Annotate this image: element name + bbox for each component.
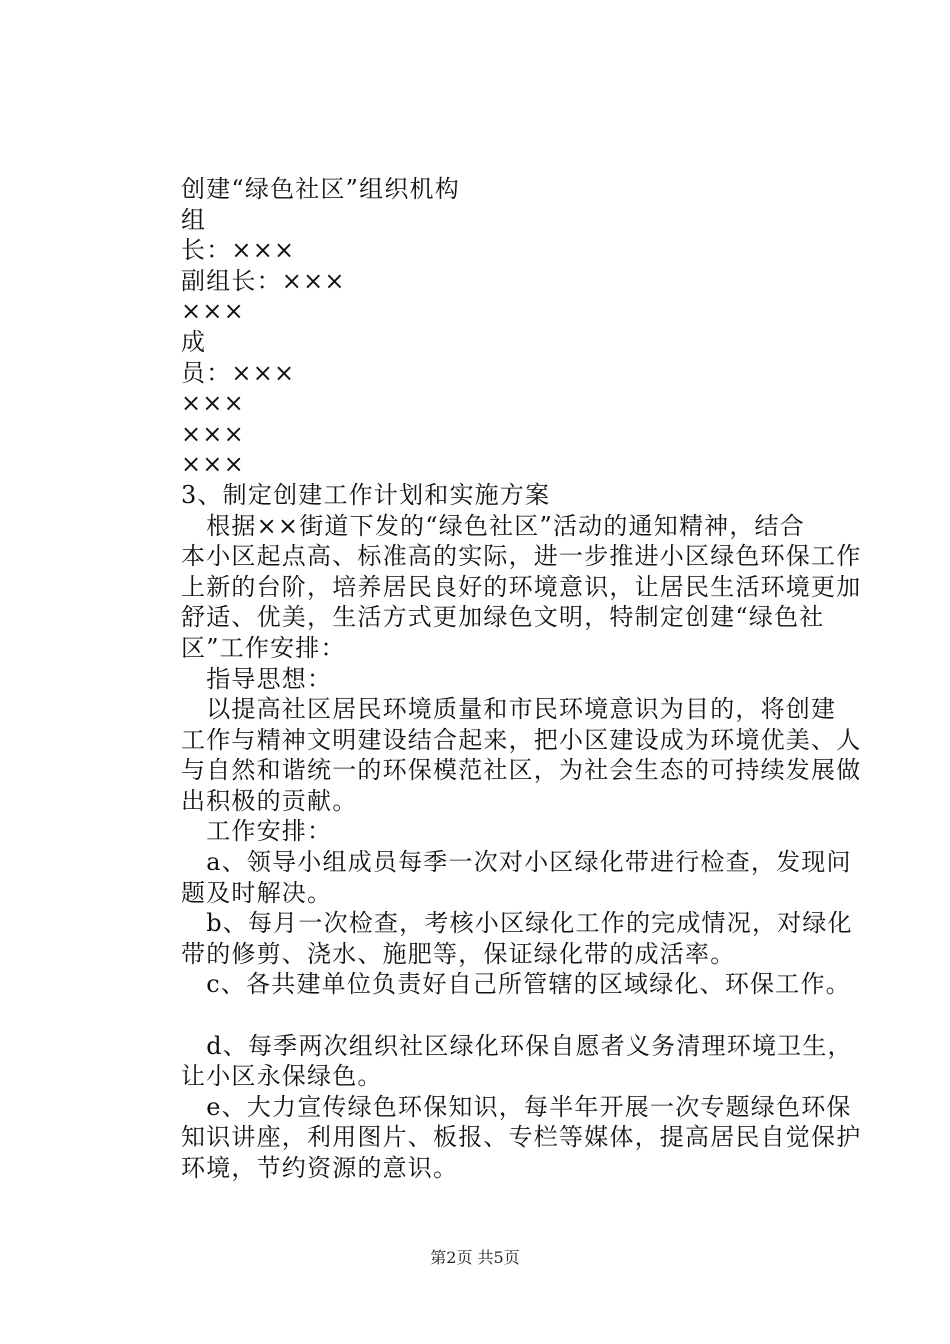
item-c-line: c、各共建单位负责好自己所管辖的区域绿化、环保工作。 xyxy=(181,970,851,999)
org-line: ××× xyxy=(181,419,245,448)
item-e-line: e、大力宣传绿色环保知识，每半年开展一次专题绿色环保 xyxy=(181,1092,852,1121)
org-line: 组 xyxy=(181,205,207,234)
item-b-line: 带的修剪、浇水、施肥等，保证绿化带的成活率。 xyxy=(181,939,736,968)
org-line: ××× xyxy=(181,389,245,418)
item-b-line: b、每月一次检查，考核小区绿化工作的完成情况，对绿化 xyxy=(181,909,853,938)
blank-line xyxy=(181,1000,831,1031)
org-line: 副组长：××× xyxy=(181,266,346,295)
guide-line: 与自然和谐统一的环保模范社区，为社会生态的可持续发展做 xyxy=(181,756,862,785)
org-line: 成 xyxy=(181,327,207,356)
org-line: 长：××× xyxy=(181,236,296,265)
intro-line: 本小区起点高、标准高的实际，进一步推进小区绿色环保工作 xyxy=(181,542,862,571)
guide-heading: 指导思想： xyxy=(181,664,333,693)
item-d-line: 让小区永保绿色。 xyxy=(181,1062,383,1091)
guide-line: 以提高社区居民环境质量和市民环境意识为目的，将创建 xyxy=(181,695,837,724)
intro-line: 区”工作安排： xyxy=(181,633,346,662)
intro-line: 上新的台阶，培养居民良好的环境意识，让居民生活环境更加 xyxy=(181,572,862,601)
section-heading: 3、制定创建工作计划和实施方案 xyxy=(181,480,551,509)
org-line: ××× xyxy=(181,450,245,479)
item-e-line: 知识讲座，利用图片、板报、专栏等媒体，提高居民自觉保护 xyxy=(181,1123,862,1152)
item-e-line: 环境，节约资源的意识。 xyxy=(181,1154,459,1182)
item-d-line: d、每季两次组织社区绿化环保自愿者义务清理环境卫生， xyxy=(181,1031,853,1060)
org-line: ××× xyxy=(181,297,245,326)
intro-line: 根据××街道下发的“绿色社区”活动的通知精神，结合 xyxy=(181,511,805,540)
work-heading: 工作安排： xyxy=(181,817,333,846)
item-a-line: a、领导小组成员每季一次对小区绿化带进行检查，发现问 xyxy=(181,848,852,877)
guide-line: 工作与精神文明建设结合起来，把小区建设成为环境优美、人 xyxy=(181,725,862,754)
intro-line: 舒适、优美，生活方式更加绿色文明，特制定创建“绿色社 xyxy=(181,603,825,632)
item-a-line: 题及时解决。 xyxy=(181,878,333,907)
org-heading: 创建“绿色社区”组织机构 xyxy=(181,175,460,203)
org-structure xyxy=(181,174,862,1184)
org-line: 员：××× xyxy=(181,358,296,387)
page-number-footer: 第2页 共5页 xyxy=(430,1248,520,1267)
guide-line: 出积极的贡献。 xyxy=(181,786,358,815)
